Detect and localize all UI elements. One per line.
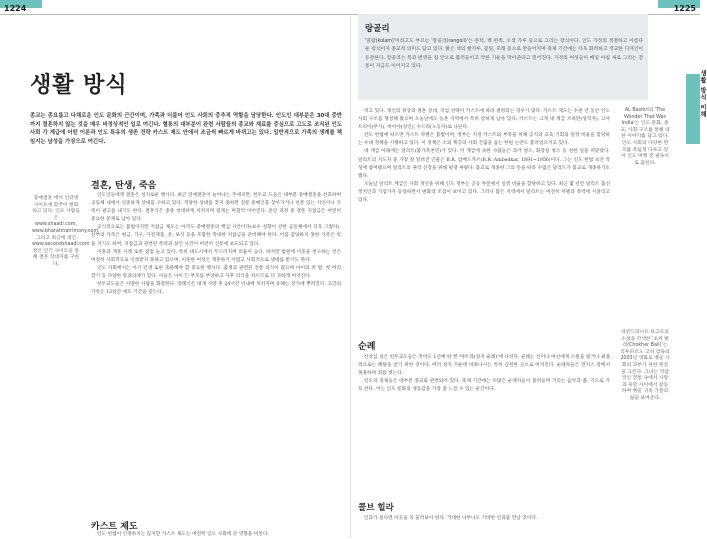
paragraph: 인도 헌법이 인정하지는 않지만 카스트 제도는 여전히 인도 사회에 큰 영향을 미친다.: [97, 532, 269, 537]
top-rule: [0, 0, 700, 8]
box-title: 랑골리: [365, 24, 390, 34]
spread-gutter: [350, 16, 351, 538]
paragraph: 인도 헌법에 따르면 카스트 차별은 불법이며, 정부는 지정 카스트와 부족을 위해 공직과 교육 기회의 일정 비율을 할당하는 우대 정책을 시행하고 있다. 이 정책은 소외 계층의 사회 진출을 돕는 한편 논란도 불러일으키고 있다.: [358, 133, 610, 147]
section-body-caste: [91, 531, 341, 539]
page-number-left: 1224: [4, 4, 27, 13]
sidenote-film: 라빈드라나트 타고르의 소설을 각색한 '초커 발리(Chokher Bali)'는 리투파르노 고쉬 감독의 2003년 영화로 벵골 사회의 과부가 처한 현실을 그린다. 그녀는 억압적인 전통 속에서 사랑과 욕망 사이에서 갈등하며 벵골 귀족 가문의 삶을 보여준다.: [620, 330, 670, 401]
paragraph: 네 계급 아래에는 달리트(불가촉천민)가 있다. 이 계급에 속한 사람들은 과거 청소, 화장실 청소 등 천한 일을 떠맡았다. 달리트의 지도자 중 가장 잘 알려진 인물은 B.R. 암베드카르(B.R. Ambedkar, 1891~1956)이다. 그는 인도 헌법 초안 작성에 참여했으며 달리트의 권리 신장을 위해 평생 싸웠다. 불교로 개종한 그의 뜻을 따라 수많은 달리트가 불교로 개종하기도 했다.: [358, 149, 610, 179]
section-heading-caste: 카스트 제도: [91, 522, 138, 532]
section-heading-pilgrimage: 순례: [358, 342, 376, 352]
section-body-pilgrimage: [358, 354, 610, 498]
paragraph: 신앙심 깊은 힌두교도들은 적어도 1년에 한 번 '야트라(성지 순례)'에 나선다. 순례는 신이나 여신에게 소원을 빌거나 최종적으로는 해탈을 얻기 위한 것이다. 여러 성지 가운데 바라나시는 특히 신성한 곳으로 여겨진다. 순례자들은 갠지스 강에서 목욕하며 죄를 씻는다.: [358, 355, 610, 377]
section-body-kumbh: [358, 515, 610, 529]
paragraph: 인도 사회에서는 아기 탄생 또한 축하해야 할 중요한 행사다. 출생과 관련된 전통 의식이 많으며 아이의 첫 밥, 첫 머리 깎기 등 다양한 통과의례가 있다. 아들은 나이 든 부모를 부양하고 사후 의식을 치르므로 더 귀하게 여겨진다.: [91, 265, 341, 279]
paragraph: 공식적으로는 불법이지만 지참금 제도는 아직도 중매결혼의 핵심 사안이다(보수 성향이 강한 공동체에서 더욱 그렇다). 신부의 가족은 현금, 가구, 가전제품, 옷, 보석 등을 포함한 막대한 지참금을 준비해야 한다. 이를 감당하지 못한 가족은 빚을 지기도 하며, 지참금과 관련된 폭력과 살인 사건이 여전히 신문에 보도되고 있다.: [91, 225, 341, 247]
box-text: '콜람(kolam)'이라고도 부르는 '랑골리(rangoli)'는 문턱, 벽 한쪽, 오색 가루 등으로 그리는 장식이다. 인도 가정의 정결하고 아름다운 장식이자 종교적 의미도 담고 있다. 밝은 색의 쌀가루, 꽃잎, 모래 등으로 만들어지며 축제 기간에는 더욱 화려하고 정교한 디자인이 등장한다. 랑골리는 복과 번영을 집 안으로 불러들이고 악한 기운을 막아준다고 믿어진다. 가정의 여성들이 매일 아침 새로 그리는 전통이 지금도 이어지고 있다.: [365, 39, 643, 69]
side-tab-label: 생활 방식 이해: [699, 70, 706, 119]
paragraph: 이혼과 재혼 사례 또한 점점 늘고 있다. 특히 대도시에서 두드러지며 비율이 높다. 하지만 법원에 이혼을 청구하는 것은 여전히 사회적으로 인정받지 못하고 있으며, 이혼한 여성은 재혼하기 어렵고 사회적으로 냉대를 받기도 한다.: [91, 249, 341, 263]
chapter-title: 생활 방식: [30, 73, 128, 98]
paragraph: 오늘날 달리트 계급은 사회 개선을 위해 인도 정부는 공공 부문에서 일정 비율을 할당하고 있다. 최근 몇 년간 달리트 출신 정치인과 기업가가 등장하면서 변화의 조짐이 보이고 있다. 그러나 많은 지역에서 달리트는 여전히 차별과 폭력에 시달리고 있다.: [358, 181, 610, 204]
section-heading-kumbh: 콜브 힐라: [358, 503, 394, 513]
paragraph: 힌두교도들은 사망한 사람을 화장한다. 장례식은 대개 사망 후 24시간 이내에 치러지며 유해는 강가에 뿌려진다. 고인의 가족은 13일간 애도 기간을 갖는다.: [91, 282, 341, 296]
page-number-right: 1225: [673, 4, 696, 13]
section-body-caste-continued: [358, 108, 610, 335]
paragraph: 인과가 실다면 이곳을 꼭 둘러보아 한다. 거대한 나무나도 기대한 인과를 만날 것이다.: [364, 516, 538, 521]
paragraph: 인도인들에게 결혼은 성지로운 행사다. 최근 연애결혼이 늘어나는 추세지만, 힌두교 도들은 대부분 중매결혼을 선호하며 공동체 내에서 신중하게 상대를 구하고 있다. 적당한 상대를 찾지 못하면 전문 중매인을 찾아가거나 친분 있는 지인이나 가족이 광고를 내기도 한다. 결혼식은 종종 성대하게 치러지며 길게는 며칠씩 이어진다. 혼인 과정 중 결혼 지참금은 여전히 중요한 문제로 남아 있다.: [91, 193, 341, 223]
paragraph: 인도의 축제들은 대부분 종교와 관련되어 있다. 축제 기간에는 수많은 순례자들이 몰려들며 거리는 음악과 춤, 기도로 가득 찬다. 이는 인도 문화의 생동감을 가장 잘 느낄 수 있는 순간이다.: [358, 379, 610, 393]
section-body-marriage: [91, 192, 341, 514]
sidenote-book: AL Bashiri의 'The Wonder That Was India'는 인도 문화, 종교, 사회 구조를 통해 대한 이야기를 담고 있다. 인도 사회의 다양한 면모를 폭넓게 다루고 있어 인도 여행 전 필독서로 꼽힌다.: [620, 108, 670, 166]
rangoli-info-box: [358, 14, 648, 100]
section-heading-marriage: 결혼, 탄생, 죽음: [91, 181, 157, 191]
paragraph: 적고 있다. 개인의 위상과 결혼 상대, 직업 선택이 카스트에 따라 결정되는 경우가 많다. 카스트 제도는 수천 년 동안 인도 사회 구조를 형성해 왔으며 오늘날에도 농촌 지역에서 특히 강하게 남아 있다. 카스트는 크게 네 계급 브라만(성직자), 크샤트리아(무사), 바이샤(상인), 수드라(노동자)로 나뉜다.: [358, 109, 610, 131]
sidenote-matrimony-sites: 중매결혼 에서 인터넷 사이트에 맞추어 변화하고 있다. 인도 사람들은 www.shaadi.com, www.bharatmatrimony.com, 그리고 최근에 생긴 www.secondshaadi.com 같은 인기 사이트들 통해 결혼 상대자를 구한다.: [32, 196, 100, 267]
chapter-intro: 종교는 종요롭고 다채로운 인도 문화의 근간이며, 가족과 더불어 인도 사회의 중추적 역할을 담당한다. 인도인 대부분은 30대 중반까지 결혼하지 않는 것을 매우 비정상적인 일로 여긴다. 혈통의 대부분이 관련 사람들의 종교와 재료를 중심으로 고도로 조직된 인도 사회 각 계급에 어떤 이론과 인도 특유의 생존 전략 카스트 제도 안에서 조금씩 빠르게 바뀌고는 있다. 일반적으로 가족의 생계를 책임지는 남성을 가장으로 여긴다.: [30, 113, 342, 145]
